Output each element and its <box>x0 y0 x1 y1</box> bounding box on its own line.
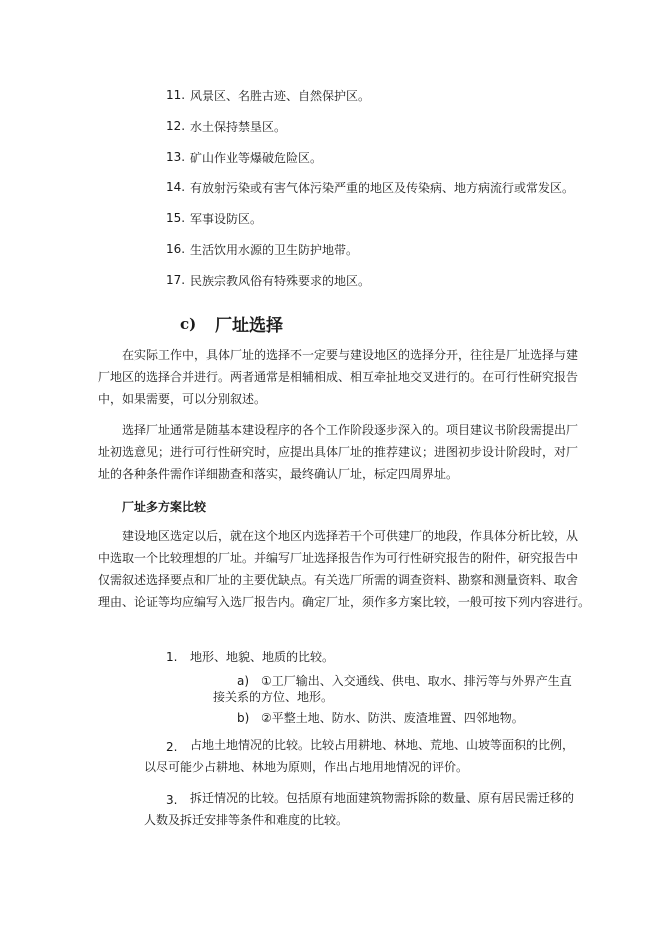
comparison-item-text: 地形、地貌、地质的比较。 <box>190 650 335 664</box>
list-item-text: 生活饮用水源的卫生防护地带。 <box>190 243 359 257</box>
subheading-multi-option-comparison: 厂址多方案比较 <box>122 500 207 514</box>
sub-item-label: a) <box>237 674 250 688</box>
sub-item-text: ①工厂输出、入交通线、供电、取水、排污等与外界产生直 <box>261 674 572 688</box>
paragraph-line: 理由、论证等均应编写入选厂报告内。确定厂址，须作多方案比较，一般可按下列内容进行。 <box>98 595 591 609</box>
sub-item-text: ②平整土地、防水、防洪、废渣堆置、四邻地物。 <box>261 711 524 725</box>
comparison-item-text-continued: 以尽可能少占耕地、林地为原则，作出占地用地情况的评价。 <box>144 760 469 774</box>
paragraph-line: 在实际工作中，具体厂址的选择不一定要与建设地区的选择分开，往往是厂址选择与建 <box>122 348 579 362</box>
paragraph-line: 选择厂址通常是随基本建设程序的各个工作阶段逐步深入的。项目建议书阶段需提出厂 <box>122 423 579 437</box>
comparison-item-text: 拆迁情况的比较。包括原有地面建筑物需拆除的数量、原有居民需迁移的 <box>190 791 575 805</box>
list-item-number: 11. <box>166 88 186 102</box>
paragraph-line: 中选取一个比较理想的厂址。并编写厂址选择报告作为可行性研究报告的附件，研究报告中 <box>98 551 579 565</box>
paragraph-line: 厂地区的选择合并进行。两者通常是相辅相成、相互牵扯地交叉进行的。在可行性研究报告 <box>98 370 579 384</box>
paragraph-line: 址的各种条件需作详细勘查和落实，最终确认厂址，标定四周界址。 <box>98 467 459 481</box>
list-item-number: 12. <box>166 119 186 133</box>
list-item-number: 14. <box>166 180 186 194</box>
comparison-item-text-continued: 人数及拆迁安排等条件和难度的比较。 <box>144 813 349 827</box>
comparison-item-number: 3. <box>166 793 178 807</box>
comparison-item-text: 占地土地情况的比较。比较占用耕地、林地、荒地、山坡等面积的比例， <box>190 738 575 752</box>
list-item-text: 矿山作业等爆破危险区。 <box>190 151 323 165</box>
list-item-text: 民族宗教风俗有特殊要求的地区。 <box>190 274 371 288</box>
section-letter: c) <box>180 315 197 333</box>
list-item-number: 13. <box>166 150 186 164</box>
list-item-text: 风景区、名胜古迹、自然保护区。 <box>190 89 371 103</box>
paragraph-line: 建设地区选定以后，就在这个地区内选择若干个可供建厂的地段，作具体分析比较，从 <box>122 529 579 543</box>
section-title: 厂址选择 <box>215 316 283 336</box>
comparison-item-number: 2. <box>166 740 178 754</box>
sub-item-label: b) <box>237 711 250 725</box>
list-item-number: 16. <box>166 242 186 256</box>
list-item-text: 军事设防区。 <box>190 212 263 226</box>
comparison-item-number: 1. <box>166 650 178 664</box>
paragraph-line: 中，如果需要，可以分别叙述。 <box>98 392 267 406</box>
list-item-number: 15. <box>166 211 186 225</box>
paragraph-line: 仅需叙述选择要点和厂址的主要优缺点。有关选厂所需的调查资料、勘察和测量资料、取舍 <box>98 573 579 587</box>
paragraph-line: 址初选意见；进行可行性研究时，应提出具体厂址的推荐建议；进图初步设计阶段时，对厂 <box>98 445 579 459</box>
sub-item-text-continued: 接关系的方位、地形。 <box>213 690 334 704</box>
list-item-number: 17. <box>166 273 186 287</box>
list-item-text: 水土保持禁垦区。 <box>190 120 287 134</box>
list-item-text: 有放射污染或有害气体污染严重的地区及传染病、地方病流行或常发区。 <box>190 181 575 195</box>
